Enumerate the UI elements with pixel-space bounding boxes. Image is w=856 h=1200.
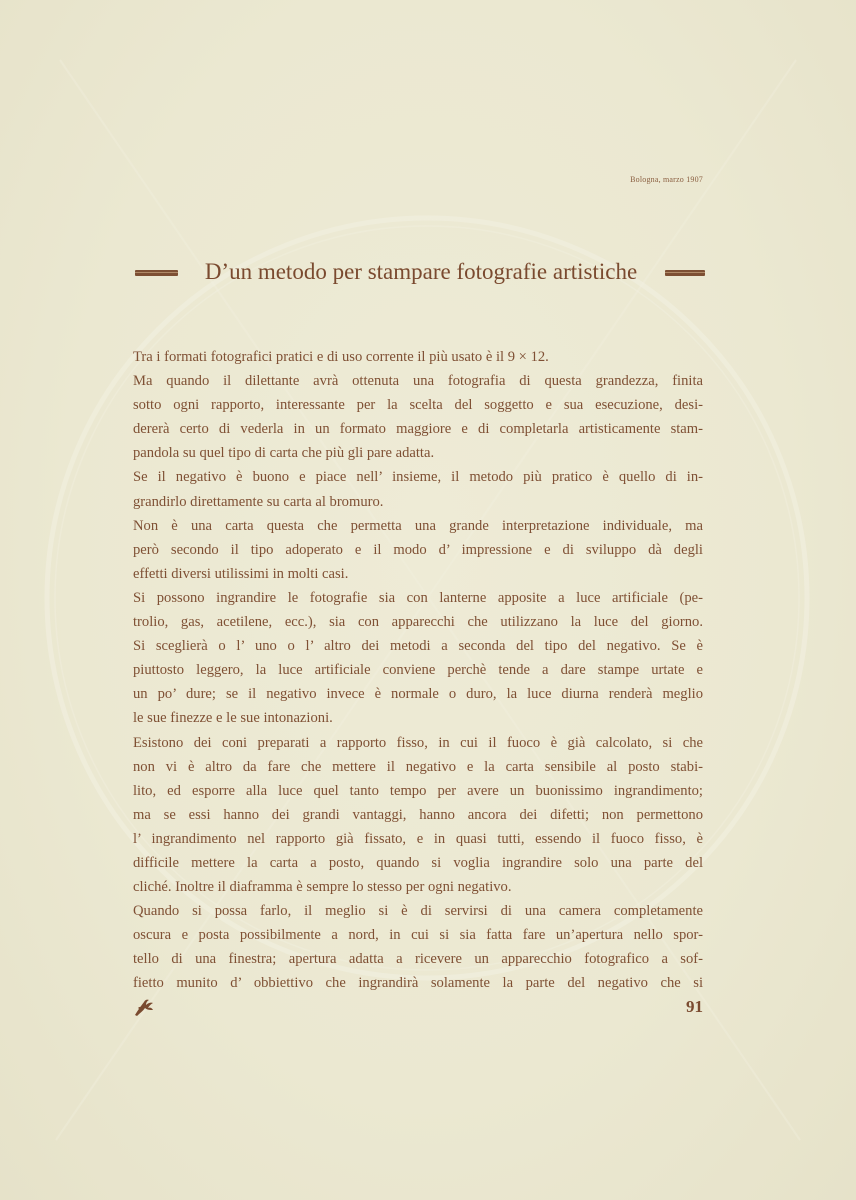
text-line: difficile mettere la carta a posto, quando si voglia ingrandire solo una parte del: [133, 854, 703, 871]
article-body: [133, 345, 703, 996]
text-line: pandola su quel tipo di carta che più gli pare adatta.: [133, 445, 435, 462]
text-line: dererà certo di vederla in un formato maggiore e di completarla artisticamente stam-: [133, 421, 703, 438]
floral-ornament-icon: [132, 996, 156, 1018]
text-line: Non è una carta questa che permetta una grande interpretazione individuale, ma: [133, 517, 703, 534]
text-line: Se il negativo è buono e piace nell’ insieme, il metodo più pratico è quello di in-: [133, 469, 703, 486]
text-line: un po’ dure; se il negativo invece è normale o duro, la luce diurna renderà meglio: [133, 686, 703, 703]
text-line: Quando si possa farlo, il meglio si è di servirsi di una camera completamente: [133, 903, 703, 920]
text-line: Si sceglierà o l’ uno o l’ altro dei metodi a seconda del tipo del negativo. Se è: [133, 638, 703, 655]
title-decoration-left: [135, 270, 178, 276]
page-title: D’un metodo per stampare fotografie artistiche: [204, 259, 638, 284]
text-line: sotto ogni rapporto, interessante per la scelta del soggetto e sua esecuzione, desi-: [133, 397, 703, 414]
text-line: fietto munito d’ obbiettivo che ingrandirà solamente la parte del negativo che si: [133, 975, 703, 992]
text-line: oscura e posta possibilmente a nord, in cui si sia fatta fare un’apertura nello spor-: [133, 927, 703, 944]
page-number: 91: [686, 997, 703, 1016]
text-line: l’ ingrandimento nel rapporto già fissato, e in quasi tutti, essendo il fuoco fisso, è: [133, 830, 703, 847]
date-line: Bologna, marzo 1907: [630, 175, 703, 184]
text-line: Ma quando il dilettante avrà ottenuta una fotografia di questa grandezza, finita: [133, 373, 703, 390]
title-row: [135, 256, 705, 288]
text-line: lito, ed esporre alla luce quel tanto tempo per avere un buonissimo ingrandimento;: [133, 782, 703, 799]
text-line: le sue finezze e le sue intonazioni.: [133, 710, 333, 727]
text-line: tello di una finestra; apertura adatta a ricevere un apparecchio fotografico a sof-: [133, 951, 703, 968]
text-line: effetti diversi utilissimi in molti casi.: [133, 565, 349, 582]
text-line: non vi è altro da fare che mettere il negativo e la carta sensibile al posto stabi-: [133, 758, 703, 775]
text-line: però secondo il tipo adoperato e il modo d’ impressione e di sviluppo dà degli: [133, 541, 703, 558]
text-line: Tra i formati fotografici pratici e di uso corrente il più usato è il 9 × 12.: [133, 349, 549, 365]
text-line: cliché. Inoltre il diaframma è sempre lo stesso per ogni negativo.: [133, 879, 512, 896]
text-line: ma se essi hanno dei grandi vantaggi, hanno ancora dei difetti; non permettono: [133, 806, 703, 823]
text-line: trolio, gas, acetilene, ecc.), sia con apparecchi che utilizzano la luce del giorno.: [133, 614, 703, 631]
text-line: piuttosto leggero, la luce artificiale conviene perchè tende a dare stampe urtate e: [133, 662, 703, 679]
text-line: Si possono ingrandire le fotografie sia con lanterne apposite a luce artificiale (pe-: [133, 589, 703, 606]
title-decoration-right: [665, 270, 705, 276]
text-line: Esistono dei coni preparati a rapporto fisso, in cui il fuoco è già calcolato, si che: [133, 734, 703, 751]
text-line: grandirlo direttamente su carta al bromuro.: [133, 493, 384, 510]
